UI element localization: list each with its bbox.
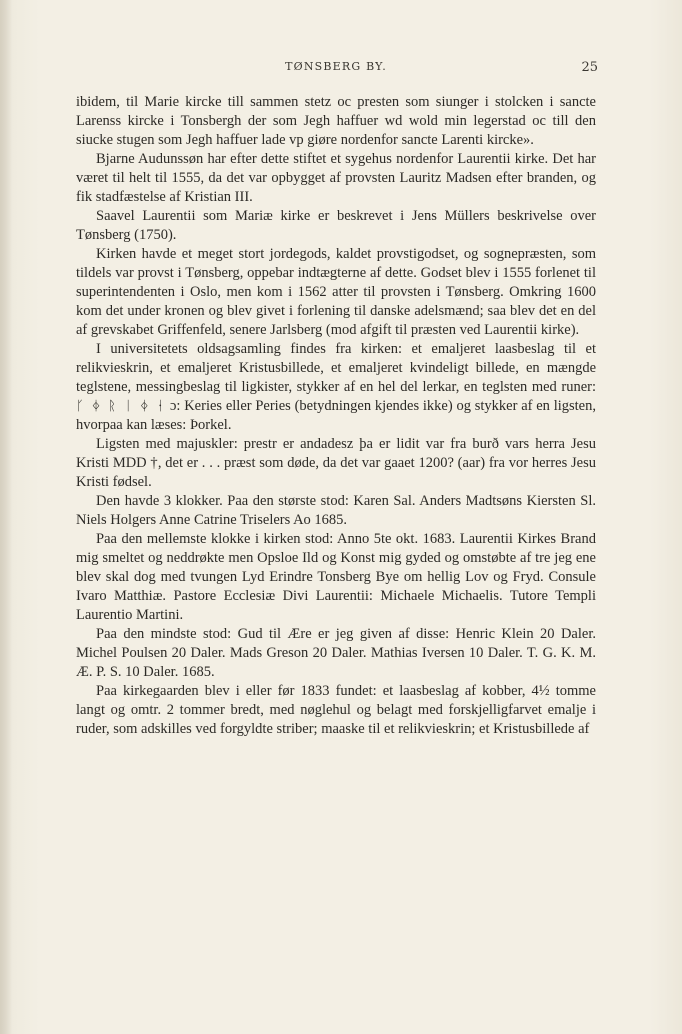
- rune-inscription: ᚴ ᛄ ᚱ ᛁ ᛄ ᛂ: [76, 399, 167, 414]
- paragraph: ibidem, til Marie kircke till sammen stetz oc presten som siunger i stolcken i sancte Larenss kircke i Tonsbergh der som Jegh haffuer wd wold min legerstad oc till den siucke stugen som Jegh haffuer lade vp giøre nordenfor sancte Larenti kircke».: [76, 94, 596, 148]
- page-number: 25: [581, 60, 598, 75]
- paragraph: Ligsten med majuskler: prestr er andadesz þa er lidit var fra burð vars herra Jesu Kristi MDD †, det er . . . præst som døde, da det var gaaet 1200? (aar) fra vor herres Jesu Kristi fødsel.: [76, 436, 596, 490]
- paragraph: Paa den mindste stod: Gud til Ære er jeg given af disse: Henric Klein 20 Daler. Michel Poulsen 20 Daler. Mads Greson 20 Daler. Mathias Iversen 10 Daler. T. G. K. M. Æ. P. S. 10 Daler. 1685.: [76, 626, 596, 680]
- paragraph: [76, 340, 596, 435]
- running-title: TØNSBERG BY.: [285, 60, 387, 73]
- paragraph-text: I universitetets oldsagsamling findes fra kirken: et emaljeret laasbeslag til et relikvieskrin, et emaljeret Kristusbillede, et emaljeret kvindeligt billede, en mængde teglstene, messingbeslag til ligkister, stykker af en hel del lerkar, en teglsten med runer:: [76, 341, 596, 395]
- body-text: [76, 93, 596, 739]
- paragraph: Den havde 3 klokker. Paa den største stod: Karen Sal. Anders Madtsøns Kiersten Sl. Niels Holgers Anne Catrine Triselers Ao 1685.: [76, 493, 596, 528]
- paragraph: Kirken havde et meget stort jordegods, kaldet provstigodset, og sognepræsten, som tildels var provst i Tønsberg, oppebar indtægterne af dette. Godset blev i 1555 forlenet til superintendenten i Oslo, men kom i 1562 atter til provsten i Tønsberg. Omkring 1600 kom det under kronen og blev givet i forlening til danske adelsmænd; saa blev det en del af grevskabet Griffenfeld, senere Jarlsberg (mod afgift til præsten ved Laurentii kirke).: [76, 246, 596, 338]
- page-header: [74, 60, 598, 78]
- paragraph-text: ɔ: Keries eller Peries (betydningen kjendes ikke) og stykker af en ligsten, hvorpaa kan læses: Þorkel.: [76, 398, 596, 433]
- paragraph: Bjarne Audunssøn har efter dette stiftet et sygehus nordenfor Laurentii kirke. Det har været til helt til 1555, da det var opbygget af provsten Lauritz Madsen efter branden, og fik stadfæstelse af Kristian III.: [76, 151, 596, 205]
- paragraph: Paa kirkegaarden blev i eller før 1833 fundet: et laasbeslag af kobber, 4½ tomme langt og omtr. 2 tommer bredt, med nøglehul og belagt med forskjelligfarvet emalje i ruder, som adskilles ved forgyldte striber; maaske til et relikvieskrin; et Kristusbillede af: [76, 683, 596, 737]
- paragraph: Saavel Laurentii som Mariæ kirke er beskrevet i Jens Müllers beskrivelse over Tønsberg (1750).: [76, 208, 596, 243]
- binding-shadow: [0, 0, 12, 1034]
- paragraph: Paa den mellemste klokke i kirken stod: Anno 5te okt. 1683. Laurentii Kirkes Brand mig smeltet og neddrøkte men Opsloe Ild og Konst mig gyded og omstøbte af tre jeg ene blev skal dog med tvungen Lyd Erindre Tonsberg Bye om hellig Lov og Fryd. Consule Ivaro Matthiæ. Pastore Ecclesiæ Divi Laurentii: Michaele Michaelis. Tutore Templi Laurentio Martini.: [76, 531, 596, 623]
